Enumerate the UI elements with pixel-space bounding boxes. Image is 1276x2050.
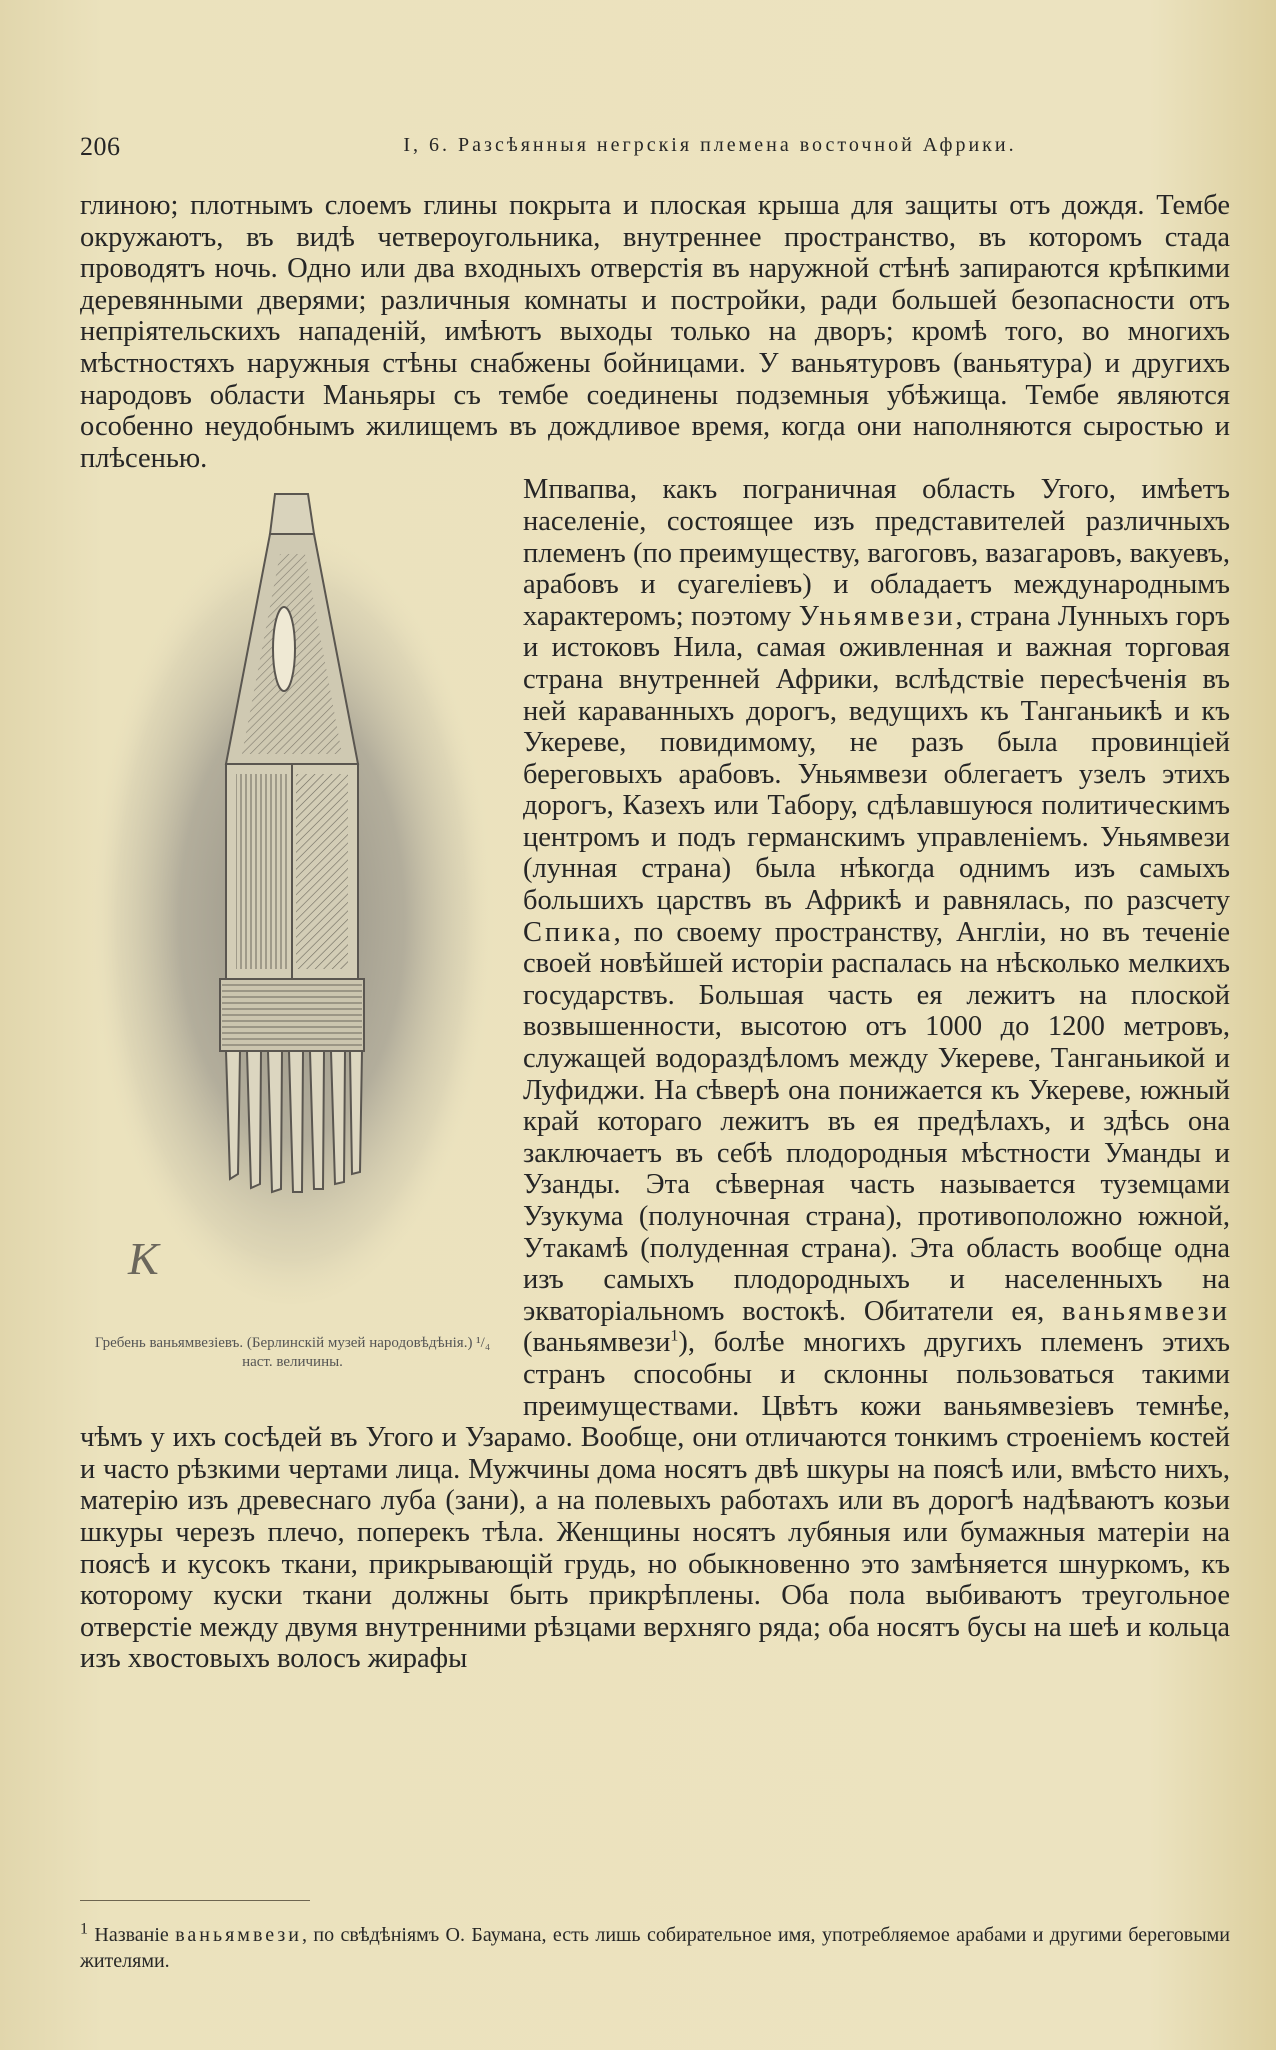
page-number: 206 xyxy=(80,132,121,161)
spaced-term: Спика xyxy=(523,916,614,948)
comb-illustration xyxy=(80,474,505,1324)
comb-figure xyxy=(80,474,505,1412)
paragraph-1: глиною; плотнымъ слоемъ глины покрыта и плоская крыша для защиты отъ дождя. Тембе окружаютъ, въ видѣ четвероугольника, внутреннее пространство, въ которомъ стада проводятъ ночь. Одно или два входныхъ отверстія въ наружной стѣнѣ запираются крѣпкими деревянными дверями; различныя комнаты и постройки, ради большей безопасности отъ непріятельскихъ нападеній, имѣютъ выходы только на дворъ; кромѣ того, во многихъ мѣстностяхъ наружныя стѣны снабжены бойницами. У ваньятуровъ (ваньятура) и другихъ народовъ области Маньяры съ тембе соединены подземныя убѣжища. Тембе являются особенно неудобнымъ жилищемъ въ дождливое время, когда они наполняются сыростью и плѣсенью. xyxy=(80,190,1230,474)
footnote-marker: 1 xyxy=(670,1327,679,1345)
monogram-text: К xyxy=(128,1233,159,1285)
figure-caption: Гребень ваньямвезіевъ. (Берлинскій музей народовѣдѣнія.) ¹/₄ наст. величины. xyxy=(94,1335,491,1371)
footnote: $^1$ Названіе ваньямвези, по свѣдѣніямъ О. Баумана, есть лишь собирательное имя, употребляемое арабами и другими береговыми жителями. xyxy=(80,1920,1230,1972)
spaced-term: Уньямвези xyxy=(798,600,956,632)
page-header xyxy=(80,126,1230,166)
paragraph-2: Мпвапва, какъ пограничная область Угого, имѣетъ населеніе, состоящее изъ представителей различныхъ племенъ (по преимуществу, вагоговъ, вазагаровъ, вакуевъ, арабовъ и суагеліевъ) и обладаетъ международнымъ характеромъ; поэтому Уньямвези, страна Лунныхъ горъ и истоковъ Нила, самая оживленная и важная торговая страна внутренней Африки, вслѣдствіе пересѣченія въ ней караванныхъ дорогъ, ведущихъ къ Танганьикѣ и къ Укереве, повидимому, не разъ была провинціей береговыхъ арабовъ. Уньямвези облегаетъ узелъ этихъ дорогъ, Казехъ или Табору, сдѣлавшуюся политическимъ центромъ и подъ германскимъ управленіемъ. Уньямвези (лунная страна) была нѣкогда однимъ изъ самыхъ большихъ царствъ въ Африкѣ и равнялась, по разсчету Спика, по своему пространству, Англіи, но въ теченіе своей новѣйшей исторіи распалась на нѣсколько мелкихъ государствъ. Большая часть ея лежитъ на плоской возвышенности, высотою отъ 1000 до 1200 метровъ, служащей водораздѣломъ между Укереве, Танганьикой и Луфиджи. На сѣверѣ она понижается къ Укереве, южный край котораго лежитъ въ ея предѣлахъ, и здѣсь она заключаетъ въ себѣ плодородныя мѣстности Уманды и Узанды. Эта сѣверная часть называется туземцами Узукума (полуночная страна), противоположно южной, Утакамѣ (полуденная страна). Эта область вообще одна изъ самыхъ плодородныхъ и населенныхъ на экваторіальномъ востокѣ. Обитатели ея, ваньямвези (ваньямвези$^1$), болѣе многихъ другихъ племенъ этихъ странъ способны и склонны пользоваться такими преимуществами. Цвѣтъ кожи ваньямвезіевъ темнѣе, чѣмъ у ихъ сосѣдей въ Угого и Узарамо. Вообще, они отличаются тонкимъ строеніемъ костей и часто рѣзкими чертами лица. Мужчины дома носятъ двѣ шкуры на поясѣ или, вмѣсто нихъ, матерію изъ древеснаго луба (зани), а на полевыхъ работахъ или въ дорогѣ надѣваютъ козьи шкуры черезъ плечо, поперекъ тѣла. Женщины носятъ лубяныя или бумажныя матеріи на поясѣ и кусокъ ткани, прикрывающій грудь, но обыкновенно это замѣняется шнуркомъ, къ которому куски ткани должны быть прикрѣплены. Оба пола выбиваютъ треугольное отверстіе между двумя внутренними рѣзцами верхняго ряда; оба носятъ бусы на шеѣ и кольца изъ хвостовыхъ волосъ жирафы xyxy=(80,474,1230,1675)
spaced-term: ваньямвези xyxy=(175,1924,302,1946)
spaced-term: ваньямвези xyxy=(1062,1295,1230,1327)
footnote-divider xyxy=(80,1900,310,1901)
footnote-number: 1 xyxy=(80,1920,88,1938)
running-head: I, 6. Разсѣянныя негрскія племена восточной Африки. xyxy=(403,134,1017,156)
body-text xyxy=(80,190,1230,1675)
